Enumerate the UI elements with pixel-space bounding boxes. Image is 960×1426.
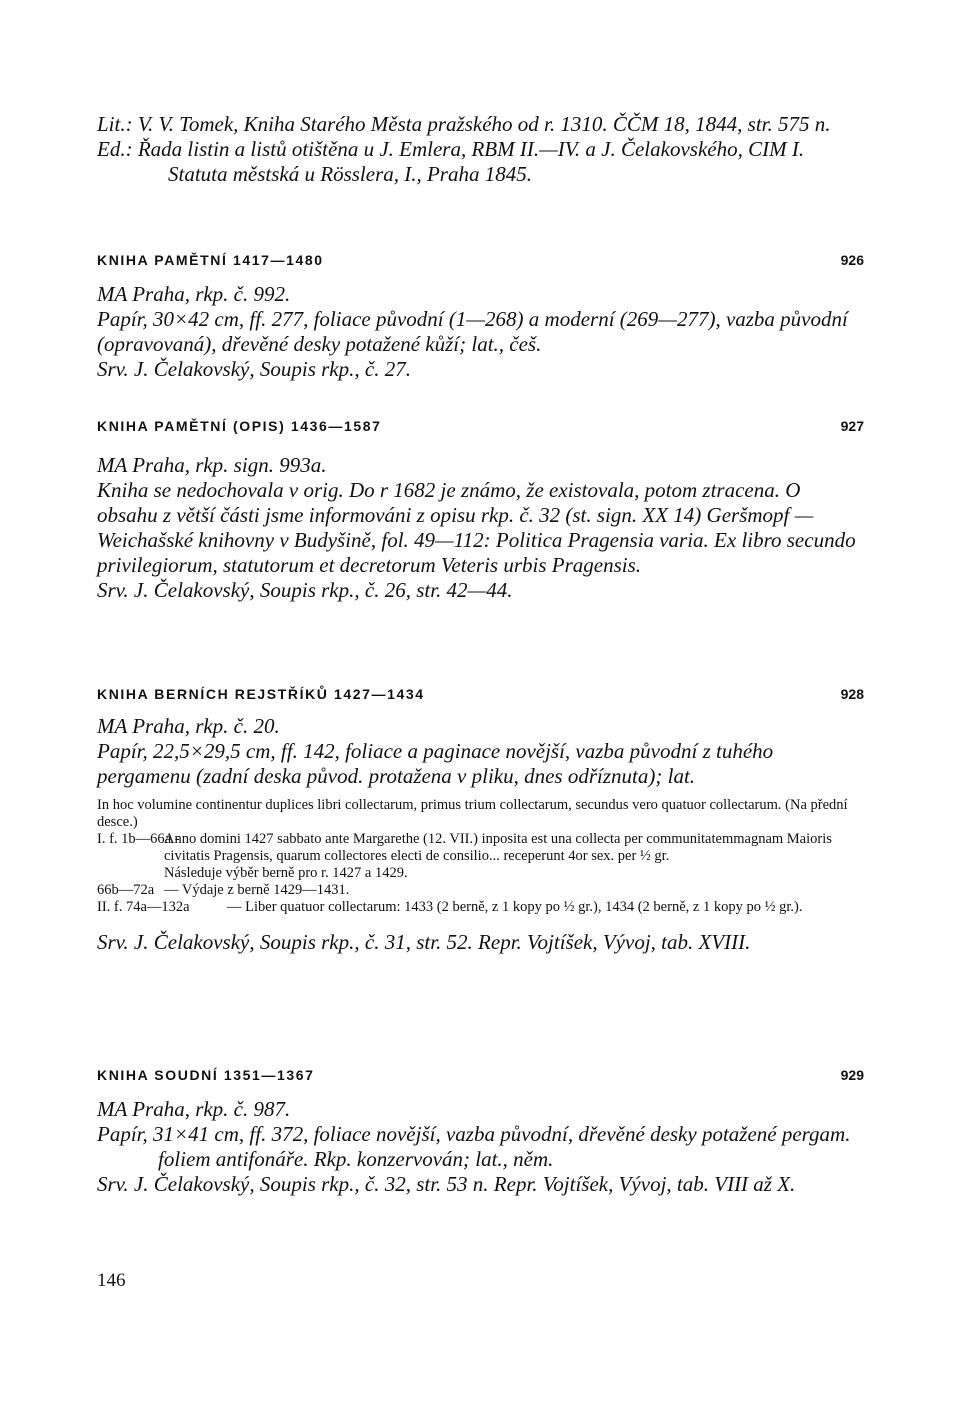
entry-line: Papír, 22,5×29,5 cm, ff. 142, foliace a paginace novější, vazba původní z tuhého pergamenu (zadní deska původ. protažena v pliku, dnes odříznuta); lat. [97,739,774,788]
quote-text: — Výdaje z berně 1429—1431. [164,882,350,898]
page-number: 146 [97,1270,126,1291]
entry-title: KNIHA SOUDNÍ 1351—1367 [97,1067,315,1083]
entry-body [97,714,864,955]
quote-text: Anno domini 1427 sabbato ante Margarethe (12. VII.) inposita est una collecta per communitatemmagnam Maioris civitatis Pragensis, quarum collectores electi de consilio... receperunt 4or sex. per ½ gr. [164,831,832,864]
quote-item [97,882,864,899]
entry-heading [97,686,864,702]
entry-line: MA Praha, rkp. č. 987. [97,1097,291,1121]
entry-line: Srv. J. Čelakovský, Soupis rkp., č. 26, str. 42—44. [97,578,513,602]
edition-line: Ed.: Řada listin a listů otištěna u J. Emlera, RBM II.—IV. a J. Čelakovského, CIM I. Statuta městská u Rösslera, I., Praha 1845. [97,137,805,186]
entry-body [97,453,864,603]
quote-item [97,899,864,916]
entry-line: Srv. J. Čelakovský, Soupis rkp., č. 27. [97,357,411,381]
entry-line: Kniha se nedochovala v orig. Do r 1682 je známo, že existovala, potom ztracena. O obsahu z větší části jsme informováni z opisu rkp. č. 32 (st. sign. XX 14) Geršторf — Weichašské knihovny v Budyšině, fol. 49—112: Politica Pragensia varia. Ex libro secundo privilegiorum, statutorum et decretorum Veteris urbis Pragensis. [97,478,856,577]
entry-line: Papír, 30×42 cm, ff. 277, foliace původní (1—268) a moderní (269—277), vazba původní (opravovaná), dřevěné desky potažené kůží; lat., češ. [97,307,848,356]
quote-item [97,831,864,865]
quote-label: II. f. 74a—132a [97,899,190,915]
entry-title: KNIHA PAMĚTNÍ (OPIS) 1436—1587 [97,418,382,434]
entry-heading [97,1067,864,1083]
entry-line: MA Praha, rkp. sign. 993a. [97,453,327,477]
entry-title: KNIHA BERNÍCH REJSTŘÍKŮ 1427—1434 [97,686,425,702]
entry-line: Srv. J. Čelakovský, Soupis rkp., č. 31, str. 52. Repr. Vojtíšek, Vývoj, tab. XVIII. [97,930,751,954]
entry-number: 927 [840,418,864,434]
entry-number: 926 [840,252,864,268]
quote-text: — Liber quatuor collectarum: 1433 (2 berně, z 1 kopy po ½ gr.), 1434 (2 berně, z 1 kopy po ½ gr.). [227,899,803,915]
entry-line: MA Praha, rkp. č. 20. [97,714,280,738]
quote-item [97,865,864,882]
entry-number: 929 [840,1067,864,1083]
quote-label [97,865,164,882]
entry-line: MA Praha, rkp. č. 992. [97,282,291,306]
entry-number: 928 [840,686,864,702]
literature-block [97,112,864,187]
entry-title: KNIHA PAMĚTNÍ 1417—1480 [97,252,324,268]
quote-label: 66b—72a [97,882,155,898]
entry-heading [97,418,864,434]
entry-body [97,1097,864,1197]
entry-body [97,282,864,382]
quote-label: I. f. 1b—66a - [97,831,180,847]
entry-line: Srv. J. Čelakovský, Soupis rkp., č. 32, str. 53 n. Repr. Vojtíšek, Vývoj, tab. VIII až X. [97,1172,796,1196]
quote-intro: In hoc volumine continentur duplices libri collectarum, primus trium collectarum, secundus vero quatuor collectarum. (Na přední desce.) [97,797,848,830]
quoted-text [97,797,864,916]
lit-line: Lit.: V. V. Tomek, Kniha Starého Města pražského od r. 1310. ČČM 18, 1844, str. 575 n. [97,112,831,136]
entry-line: Papír, 31×41 cm, ff. 372, foliace novější, vazba původní, dřevěné desky potažené pergam. foliem antifonáře. Rkp. konzervován; lat., něm. [97,1122,851,1171]
entry-heading [97,252,864,268]
quote-text: Následuje výběr berně pro r. 1427 a 1429. [164,865,408,881]
